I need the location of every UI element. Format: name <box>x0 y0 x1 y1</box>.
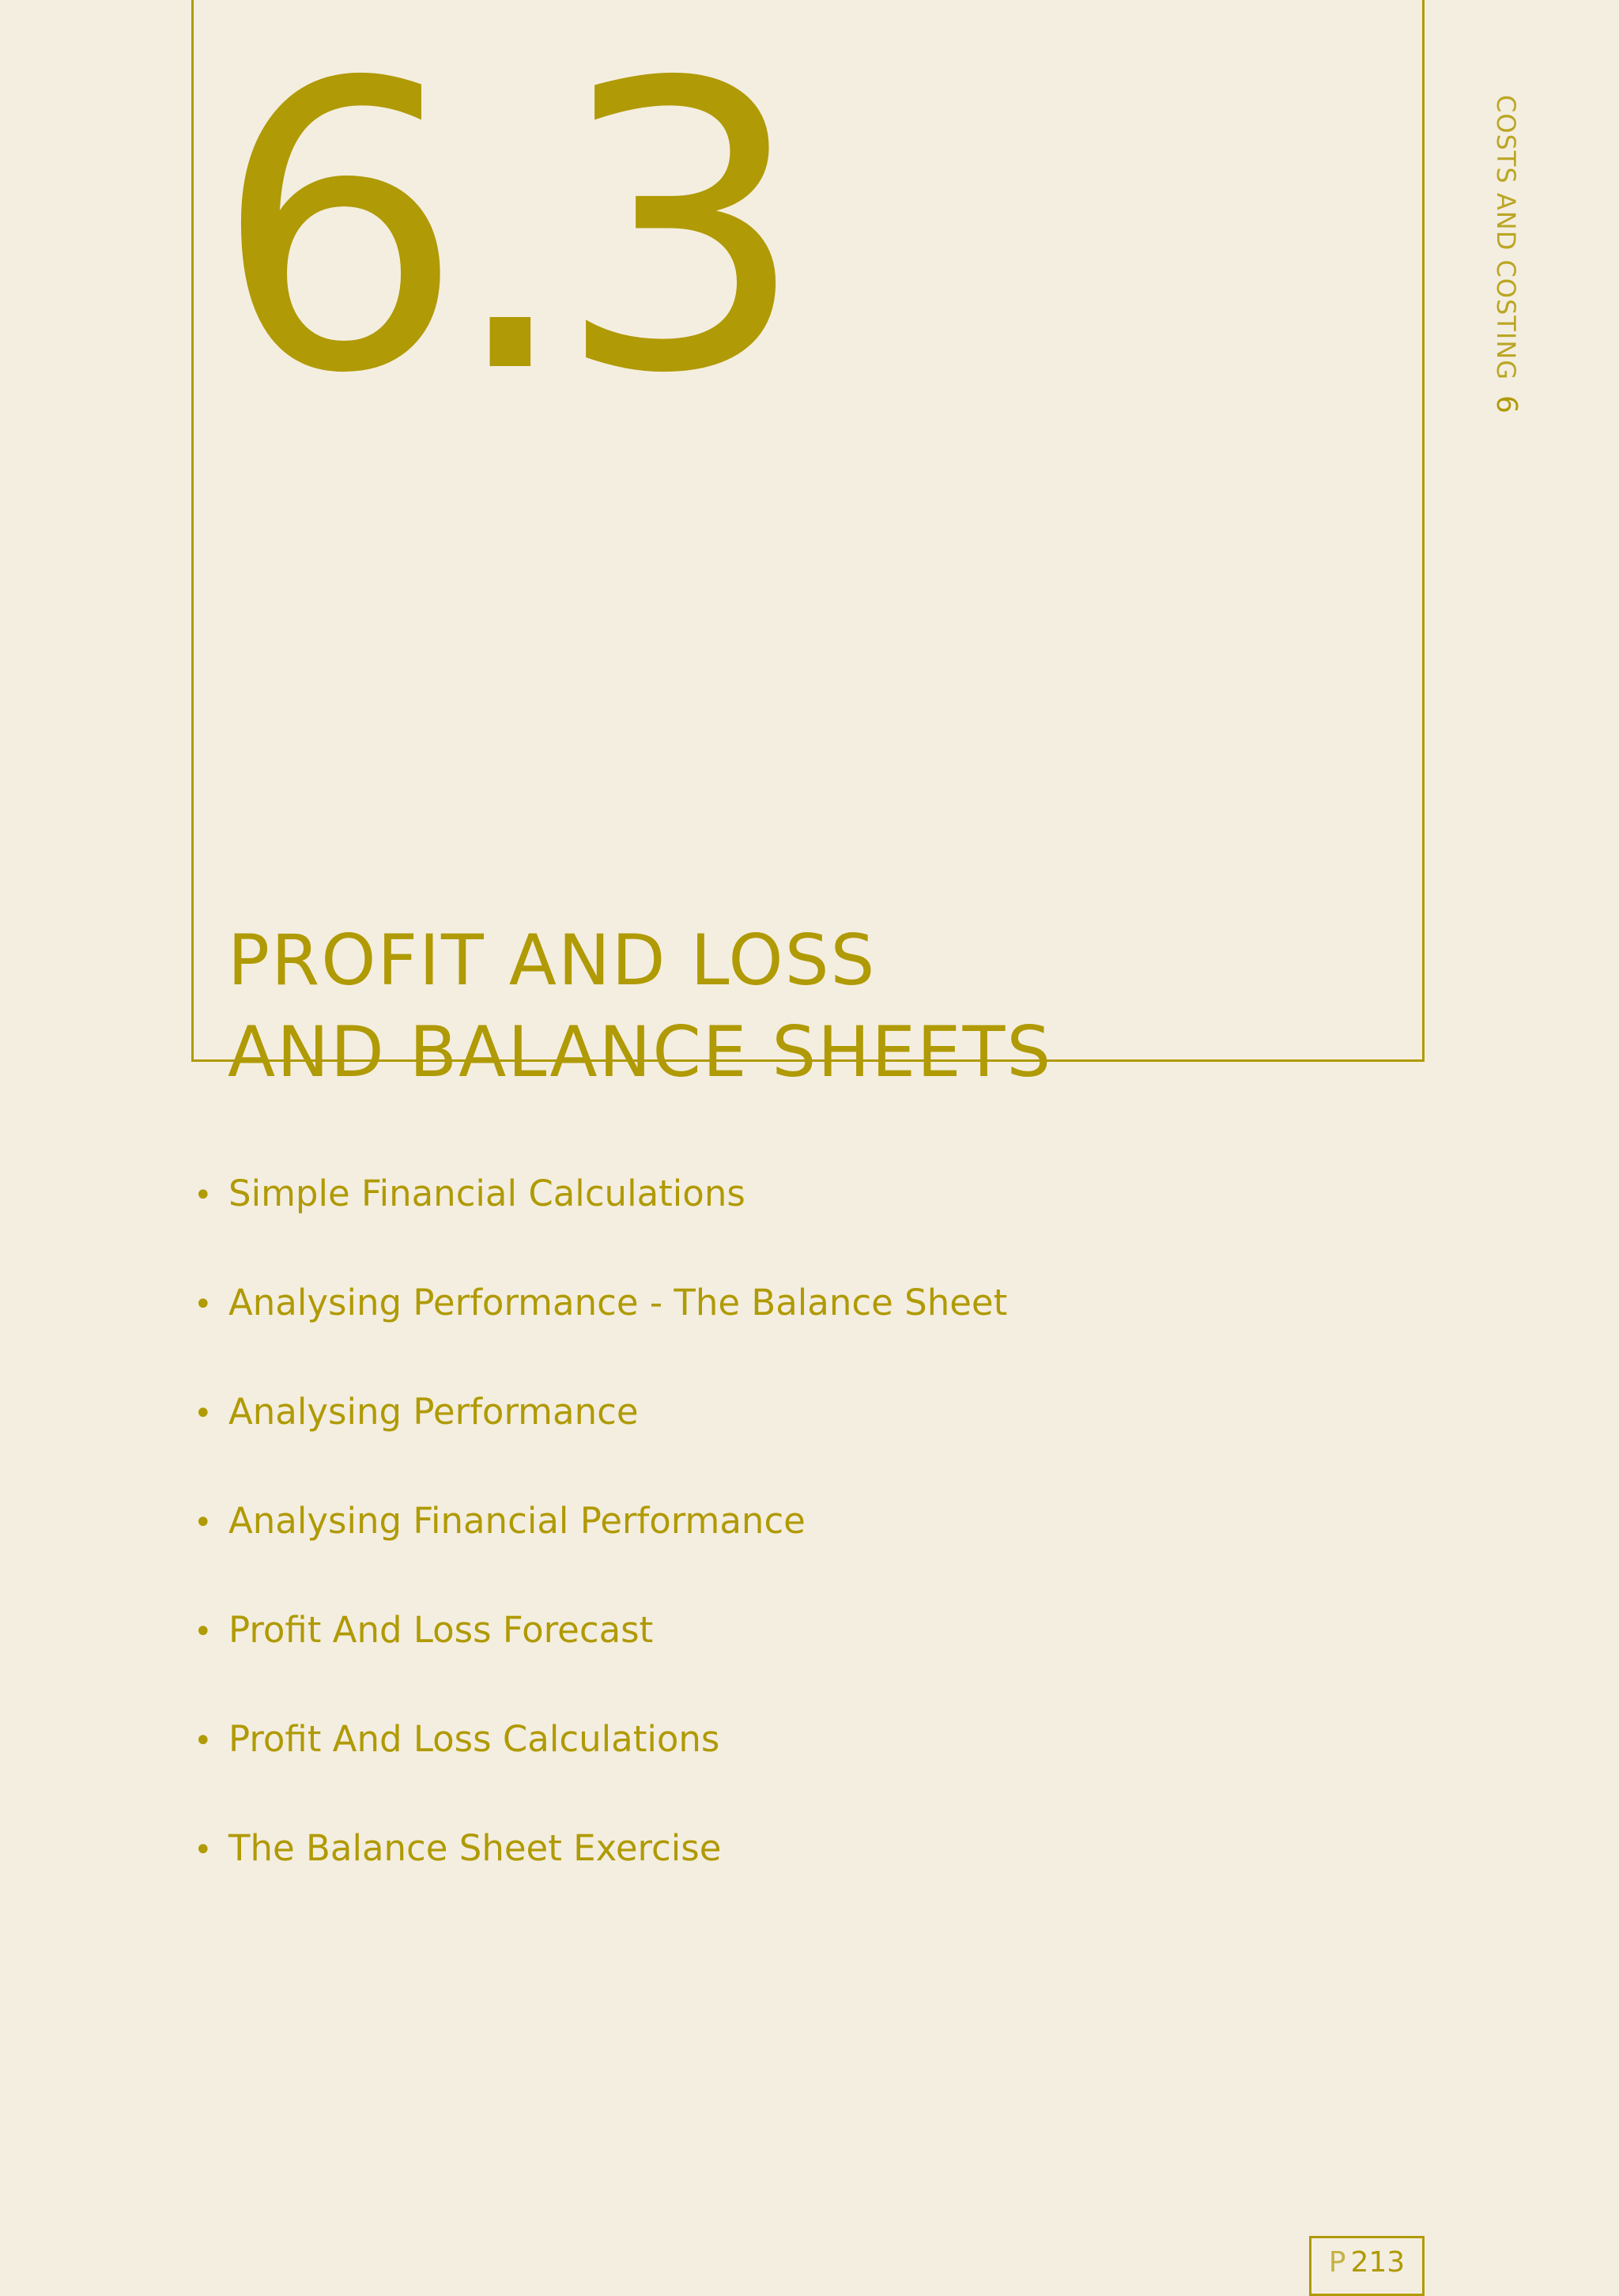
page-number: 213 <box>1350 2246 1406 2279</box>
contents-item[interactable] <box>194 1708 1007 1817</box>
bullet-icon: • <box>194 1723 213 1759</box>
page-prefix: P <box>1328 2246 1346 2279</box>
contents-item[interactable] <box>194 1490 1007 1599</box>
contents-item[interactable] <box>194 1271 1007 1380</box>
bullet-icon: • <box>194 1177 213 1214</box>
contents-item[interactable] <box>194 1162 1007 1271</box>
contents-item-label: Analysing Performance <box>228 1391 639 1433</box>
contents-item[interactable] <box>194 1817 1007 1926</box>
bullet-icon: • <box>194 1286 213 1323</box>
contents-item-label: Profit And Loss Calculations <box>228 1718 720 1760</box>
contents-item[interactable] <box>194 1599 1007 1708</box>
bullet-icon: • <box>194 1505 213 1541</box>
chapter-title-line-2: AND BALANCE SHEETS <box>228 1010 1053 1093</box>
chapter-title <box>228 915 1052 1098</box>
chapter-title-line-1: PROFIT AND LOSS <box>228 919 877 1001</box>
contents-item[interactable] <box>194 1380 1007 1490</box>
section-side-label <box>1490 95 1523 414</box>
chapter-number: 6.3 <box>213 0 791 459</box>
contents-item-label: Simple Financial Calculations <box>228 1173 745 1214</box>
page-number-box <box>1309 2236 1425 2296</box>
contents-item-label: Analysing Financial Performance <box>228 1500 806 1542</box>
contents-list <box>194 1162 1007 1926</box>
contents-item-label: The Balance Sheet Exercise <box>228 1827 722 1869</box>
section-name: COSTS AND COSTING <box>1491 95 1521 381</box>
bullet-icon: • <box>194 1395 213 1432</box>
contents-item-label: Profit And Loss Forecast <box>228 1609 654 1651</box>
contents-item-label: Analysing Performance - The Balance Sheet <box>228 1282 1008 1324</box>
bullet-icon: • <box>194 1832 213 1868</box>
section-number: 6 <box>1490 395 1523 415</box>
bullet-icon: • <box>194 1614 213 1650</box>
